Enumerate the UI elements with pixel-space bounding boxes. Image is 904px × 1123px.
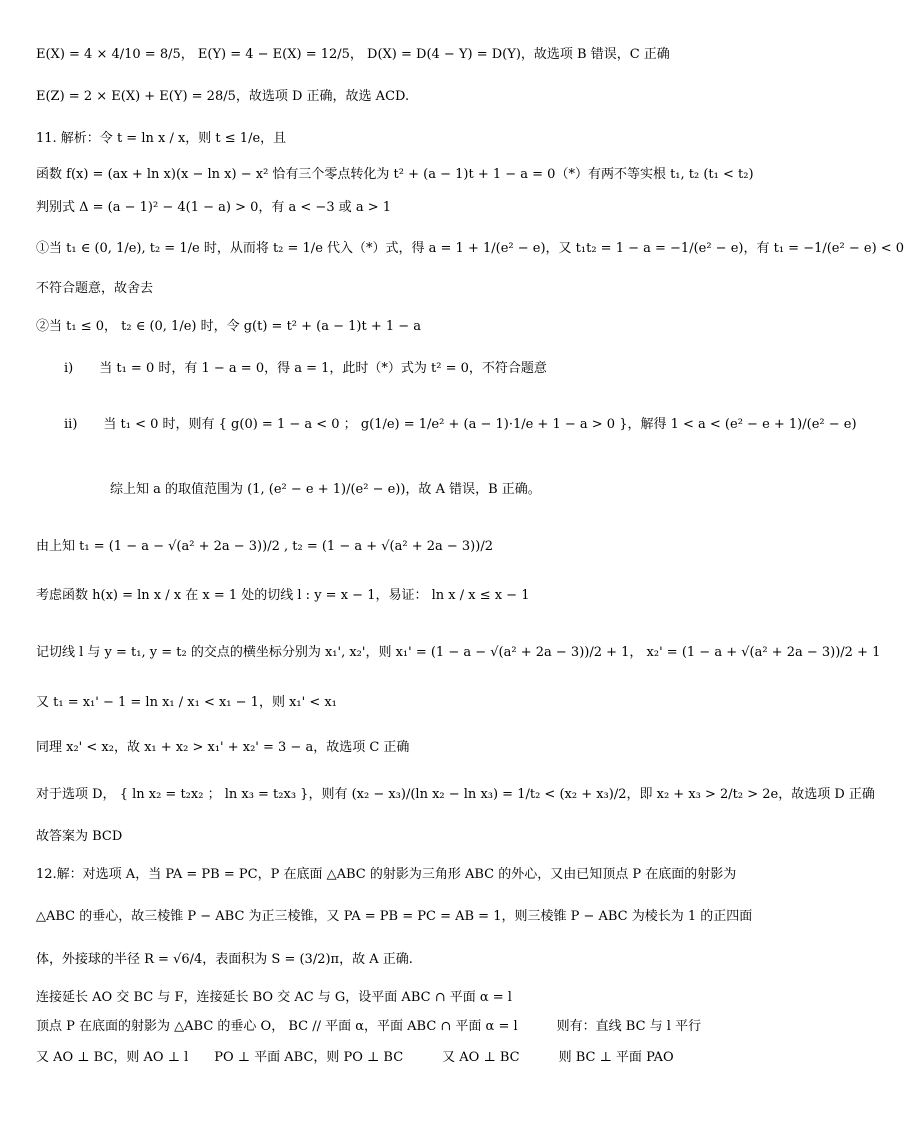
line-24: 又 AO ⊥ BC，则 AO ⊥ l PO ⊥ 平面 ABC，则 PO ⊥ BC 又 AO ⊥ BC 则 BC ⊥ 平面 PAO xyxy=(36,1050,674,1065)
line-20: △ABC 的垂心，故三棱锥 P − ABC 为正三棱锥，又 PA = PB = PC = AB = 1，则三棱锥 P − ABC 为棱长为 1 的正四面 xyxy=(36,909,753,924)
line-9: i) 当 t₁ = 0 时，有 1 − a = 0，得 a = 1，此时（*）式为 t² = 0，不符合题意 xyxy=(64,361,547,376)
line-13: 考虑函数 h(x) = ln x / x 在 x = 1 处的切线 l : y = x − 1，易证： ln x / x ≤ x − 1 xyxy=(36,588,530,603)
line-2: E(Z) = 2 × E(X) + E(Y) = 28/5，故选项 D 正确，故选 ACD. xyxy=(36,89,410,104)
line-1: E(X) = 4 × 4/10 = 8/5， E(Y) = 4 − E(X) = 12/5， D(X) = D(4 − Y) = D(Y)，故选项 B 错误，C 正确 xyxy=(36,47,670,62)
line-4: 函数 f(x) = (ax + ln x)(x − ln x) − x² 恰有三个零点转化为 t² + (a − 1)t + 1 − a = 0（*）有两不等实根 t₁, t₂ (t₁ < t₂) xyxy=(36,167,754,182)
line-16: 同理 x₂' < x₂，故 x₁ + x₂ > x₁' + x₂' = 3 − a，故选项 C 正确 xyxy=(36,740,410,755)
line-5: 判别式 Δ = (a − 1)² − 4(1 − a) > 0，有 a < −3 或 a > 1 xyxy=(36,200,392,215)
line-19: 12.解：对选项 A，当 PA = PB = PC，P 在底面 △ABC 的射影为三角形 ABC 的外心，又由已知顶点 P 在底面的射影为 xyxy=(36,867,737,882)
line-7: 不符合题意，故舍去 xyxy=(36,281,154,296)
line-17: 对于选项 D， { ln x₂ = t₂x₂ ； ln x₃ = t₂x₃ }，则有 (x₂ − x₃)/(ln x₂ − ln x₃) = 1/t₂ < (x₂ + x₃)/2，即 x₂ + x₃ > 2/t₂ > 2e，故选项 D 正确 xyxy=(36,787,875,802)
line-14: 记切线 l 与 y = t₁, y = t₂ 的交点的横坐标分别为 x₁', x₂'，则 x₁' = (1 − a − √(a² + 2a − 3))/2 + 1， x₂' = (1 − a + √(a² + 2a − 3))/2 + 1 xyxy=(36,645,881,660)
line-10: ii) 当 t₁ < 0 时，则有 { g(0) = 1 − a < 0 ； g(1/e) = 1/e² + (a − 1)·1/e + 1 − a > 0 }，解得 1 < a < (e² − e + 1)/(e² − e) xyxy=(64,417,857,432)
line-22: 连接延长 AO 交 BC 与 F，连接延长 BO 交 AC 与 G，设平面 ABC ∩ 平面 α = l xyxy=(36,990,512,1005)
line-3: 11. 解析：令 t = ln x / x，则 t ≤ 1/e，且 xyxy=(36,131,287,146)
line-6: ①当 t₁ ∈ (0, 1/e), t₂ = 1/e 时，从而将 t₂ = 1/e 代入（*）式，得 a = 1 + 1/(e² − e)，又 t₁t₂ = 1 − a = −1/(e² − e)，有 t₁ = −1/(e² − e) < 0 xyxy=(36,241,904,256)
line-18: 故答案为 BCD xyxy=(36,829,123,844)
line-12: 由上知 t₁ = (1 − a − √(a² + 2a − 3))/2 , t₂ = (1 − a + √(a² + 2a − 3))/2 xyxy=(36,539,493,554)
line-23: 顶点 P 在底面的射影为 △ABC 的垂心 O， BC // 平面 α，平面 ABC ∩ 平面 α = l 则有：直线 BC 与 l 平行 xyxy=(36,1019,702,1034)
line-11: 综上知 a 的取值范围为 (1, (e² − e + 1)/(e² − e))，故 A 错误，B 正确。 xyxy=(110,482,541,497)
line-8: ②当 t₁ ≤ 0， t₂ ∈ (0, 1/e) 时，令 g(t) = t² + (a − 1)t + 1 − a xyxy=(36,319,422,334)
line-15: 又 t₁ = x₁' − 1 = ln x₁ / x₁ < x₁ − 1，则 x₁' < x₁ xyxy=(36,695,337,710)
line-21: 体，外接球的半径 R = √6/4，表面积为 S = (3/2)π，故 A 正确. xyxy=(36,952,413,967)
